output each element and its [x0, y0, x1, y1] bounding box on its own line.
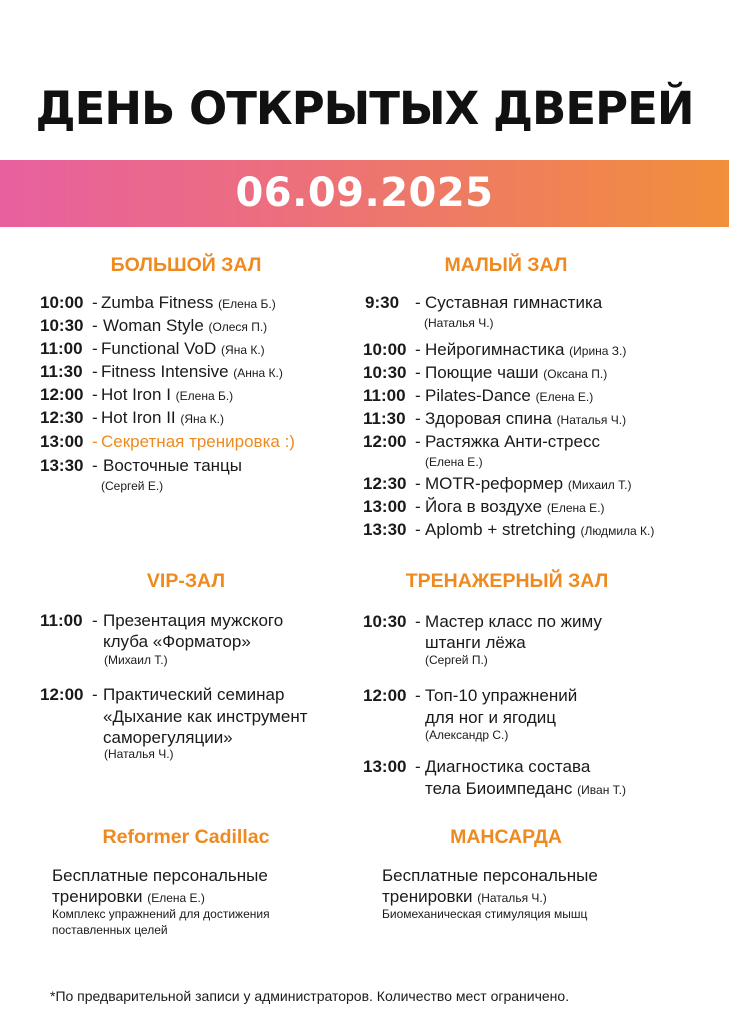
service-line: тренировки [52, 887, 143, 906]
class-name: Hot Iron II [101, 408, 176, 427]
dash: - [415, 686, 421, 705]
time: 12:00 [40, 685, 84, 704]
service-description: Комплекс упражнений для достижения [52, 907, 270, 921]
trainer: (Елена Е.) [546, 501, 605, 515]
trainer: (Елена Б.) [218, 297, 276, 311]
trainer: (Елена Е.) [535, 390, 594, 404]
class-name: Aplomb + stretching [425, 520, 576, 539]
service-description: поставленных целей [52, 923, 168, 937]
service-line: Бесплатные персональные [52, 866, 268, 885]
dash: - [415, 409, 421, 428]
class-name-line: для ног и ягодиц [425, 708, 557, 727]
time: 12:00 [40, 385, 84, 404]
dash: - [92, 685, 98, 704]
class-name: Йога в воздухе [425, 497, 543, 516]
dash: - [92, 339, 98, 358]
class-name: Fitness Intensive [101, 362, 229, 381]
time: 13:00 [40, 432, 84, 451]
trainer: (Елена Е.) [147, 891, 205, 905]
class-name-line: тела Биоимпеданс [425, 779, 573, 798]
class-name: MOTR-реформер [425, 474, 564, 493]
dash: - [92, 316, 98, 335]
mansard-title: МАНСАРДА [450, 826, 562, 848]
time: 13:30 [363, 520, 407, 539]
class-name: Zumba Fitness [101, 293, 214, 312]
time: 10:30 [363, 363, 407, 382]
class-name-line: Презентация мужского [103, 611, 284, 630]
time: 11:30 [363, 409, 406, 428]
trainer: (Оксана П.) [543, 367, 608, 381]
dash: - [415, 497, 421, 516]
class-name-line: Топ-10 упражнений [425, 686, 578, 705]
dash: - [415, 432, 421, 451]
dash: - [92, 362, 98, 381]
class-name-line: саморегуляции» [103, 728, 233, 747]
trainer: (Сергей Е.) [101, 479, 164, 493]
dash: - [415, 520, 421, 539]
class-name-line: Практический семинар [103, 685, 285, 704]
page-title: ДЕНЬ ОТКРЫТЫХ ДВЕРЕЙ [35, 82, 694, 135]
dash: - [92, 385, 98, 404]
dash: - [415, 386, 421, 405]
trainer: (Сергей П.) [425, 653, 488, 667]
time: 10:30 [363, 612, 407, 631]
trainer: (Наталья Ч.) [104, 747, 174, 761]
time: 11:00 [40, 339, 83, 358]
dash: - [92, 456, 98, 475]
time: 13:00 [363, 757, 407, 776]
vip-hall-title: VIP-ЗАЛ [146, 570, 226, 592]
footnote: *По предварительной записи у администраторов. Количество мест ограничено. [50, 988, 570, 1004]
trainer: (Людмила К.) [580, 524, 655, 538]
time: 12:00 [363, 686, 407, 705]
time: 10:00 [40, 293, 84, 312]
service-line: тренировки [382, 887, 473, 906]
class-name: Hot Iron I [101, 385, 171, 404]
class-name: Секретная тренировка :) [101, 432, 295, 451]
service-line: Бесплатные персональные [382, 866, 598, 885]
trainer: (Наталья Ч.) [424, 316, 494, 330]
class-name-line: «Дыхание как инструмент [103, 707, 308, 726]
dash: - [92, 408, 98, 427]
class-name-line: клуба «Форматор» [103, 632, 251, 651]
dash: - [415, 293, 421, 312]
event-date: 06.09.2025 [235, 170, 494, 216]
time: 11:30 [40, 362, 83, 381]
class-name: Растяжка Анти-стресс [425, 432, 600, 451]
class-name: Поющие чаши [425, 363, 539, 382]
dash: - [92, 432, 98, 451]
class-name: Pilates-Dance [425, 386, 531, 405]
dash: - [92, 611, 98, 630]
dash: - [415, 340, 421, 359]
dash: - [92, 293, 98, 312]
time: 13:00 [363, 497, 407, 516]
trainer: (Елена Б.) [175, 389, 234, 403]
trainer: (Александр С.) [425, 728, 509, 742]
trainer: (Иван Т.) [577, 783, 626, 797]
time: 13:30 [40, 456, 84, 475]
class-name: Нейрогимнастика [425, 340, 565, 359]
class-name-line: штанги лёжа [425, 633, 526, 652]
trainer: (Михаил Т.) [567, 478, 632, 492]
time: 10:00 [363, 340, 407, 359]
trainer: (Елена Е.) [425, 455, 483, 469]
trainer: (Яна К.) [180, 412, 224, 426]
reformer-title: Reformer Cadillac [102, 826, 270, 848]
small-hall-title: МАЛЫЙ ЗАЛ [444, 254, 568, 276]
trainer: (Анна К.) [233, 366, 283, 380]
dash: - [415, 474, 421, 493]
class-name-line: Диагностика состава [425, 757, 591, 776]
trainer: (Ирина З.) [569, 344, 627, 358]
class-name: Здоровая спина [425, 409, 552, 428]
time: 12:00 [363, 432, 407, 451]
time: 12:30 [363, 474, 407, 493]
class-name: Суставная гимнастика [425, 293, 603, 312]
trainer: (Михаил Т.) [104, 653, 168, 667]
trainer: (Наталья Ч.) [556, 413, 627, 427]
dash: - [415, 612, 421, 631]
time: 11:00 [363, 386, 406, 405]
class-name: Восточные танцы [103, 456, 243, 475]
time: 11:00 [40, 611, 83, 630]
service-description: Биомеханическая стимуляция мышц [382, 907, 588, 921]
trainer: (Олеся П.) [208, 320, 268, 334]
trainer: (Наталья Ч.) [477, 891, 547, 905]
time: 12:30 [40, 408, 84, 427]
trainer: (Яна К.) [221, 343, 265, 357]
time: 9:30 [365, 293, 400, 312]
gym-hall-title: ТРЕНАЖЕРНЫЙ ЗАЛ [405, 570, 609, 592]
time: 10:30 [40, 316, 84, 335]
class-name-line: Мастер класс по жиму [425, 612, 602, 631]
big-hall-title: БОЛЬШОЙ ЗАЛ [110, 254, 262, 276]
class-name: Woman Style [103, 316, 204, 335]
dash: - [415, 363, 421, 382]
dash: - [415, 757, 421, 776]
class-name: Functional VoD [101, 339, 217, 358]
